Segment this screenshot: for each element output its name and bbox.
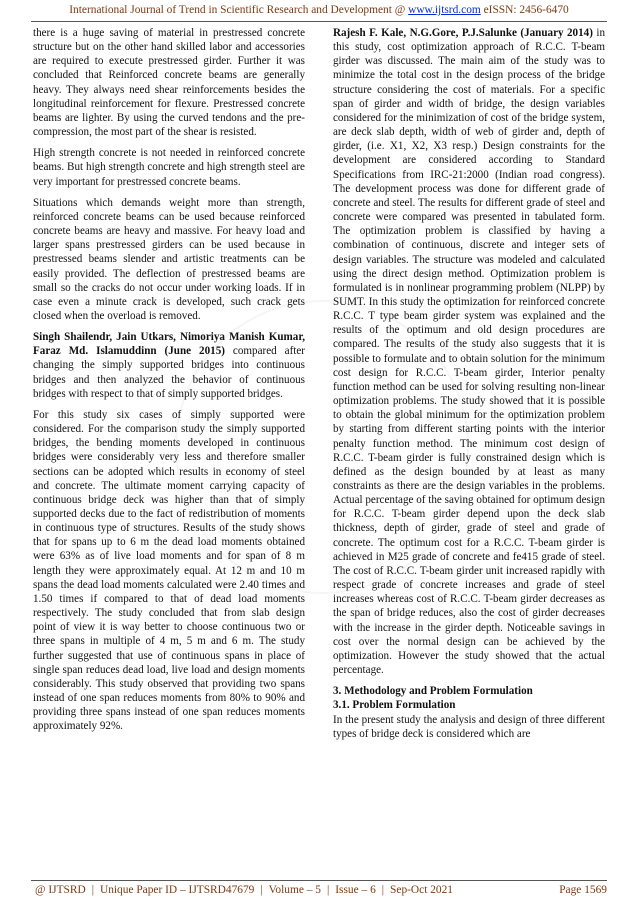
footer-separator: | — [381, 884, 385, 896]
footer-issue: Issue – 6 — [335, 884, 376, 896]
paragraph — [33, 330, 305, 401]
right-column — [333, 26, 605, 864]
header-journal-link[interactable]: www.ijtsrd.com — [408, 4, 481, 16]
paragraph: Situations which demands weight more than strength, reinforced concrete beams can be used because reinforced concrete beams are heavy and massive. For heavy load and larger spans prestressed girders can be used because in prestressed beams slender and artistic treatments can be easily provided. The deflection of prestressed beams are small so the cracks do not occur under working loads. If in case even a minute crack is developed, such crack gets closed when the overload is removed. — [33, 196, 305, 322]
footer-separator: | — [326, 884, 330, 896]
footer-date: Sep-Oct 2021 — [390, 884, 454, 896]
citation-authors: Singh Shailendr, Jain Utkars, Nimoriya Manish Kumar, Faraz Md. Islamuddinn (June 2015) — [33, 331, 305, 358]
page-number: Page 1569 — [559, 884, 607, 896]
footer-volume: Volume – 5 — [268, 884, 321, 896]
citation-text: compared after changing the simply supported bridges into continuous bridges and then analyzed the behavior of continuous bridges with respect to that of simply supported bridges. — [33, 345, 305, 400]
subsection-heading: 3.1. Problem Formulation — [333, 699, 456, 712]
running-footer — [35, 884, 607, 896]
citation-authors: Rajesh F. Kale, N.G.Gore, P.J.Salunke (January 2014) — [333, 27, 593, 39]
paragraph: there is a huge saving of material in prestressed concrete structure but on the other hand skilled labor and accessories are required to execute prestressed girder. Further it was concluded that Reinforced concrete beams are generally heavy. They always need shear reinforcements besides the longitudinal reinforcement for flexure. Prestressed concrete beams are lighter. By using the curved tendons and the pre-compression, the most part of the shear is resisted. — [33, 27, 305, 139]
footer-journal: @ IJTSRD — [35, 884, 86, 896]
paragraph — [333, 26, 605, 677]
footer-separator: | — [91, 884, 94, 896]
header-journal-name: International Journal of Trend in Scientific Research and Development @ — [69, 4, 406, 16]
header-issn: eISSN: 2456-6470 — [483, 4, 569, 16]
footer-paper-id: Unique Paper ID – IJTSRD47679 — [99, 884, 255, 896]
footer-divider — [31, 880, 607, 881]
paragraph: For this study six cases of simply supported were considered. For the comparison study the simply supported bridges, the bending moments developed in continuous bridges were considerably very less and therefore smaller sections can be adopted which results in economy of steel and concrete. The ultimate moment carrying capacity of continuous bridge deck was higher than that of simply supported decks due to the fact of redistribution of moments in continuous type of structures. Results of the study shows that for spans up to 6 m the dead load moments obtained were 63% as of live load moments and for span of 8 m length they were approximately equal. At 12 m and 10 m spans the dead load moments calculated were 2.40 times and 1.50 times if compared to that of dead load moments respectively. The study concluded that from slab design point of view it is way better to choose continuous two or three spans in multiple of 4 m, 5 m and 6 m. The study further suggested that use of continuous spans in place of single span reduces dead load, live load and design moments considerably. This study observed that providing two spans instead of one span reduces moments from 80% to 90% and providing three spans instead of one span reduces moments approximately 92%. — [33, 408, 305, 733]
paragraph: High strength concrete is not needed in reinforced concrete beams. But high strength concrete and high strength steel are very important for prestressed concrete beams. — [33, 147, 305, 188]
left-column — [33, 26, 305, 864]
running-header — [0, 4, 638, 16]
footer-separator: | — [260, 884, 263, 896]
header-divider — [31, 21, 607, 22]
section-heading: 3. Methodology and Problem Formulation — [333, 685, 533, 698]
citation-text: in this study, cost optimization approach of R.C.C. T-beam girder was discussed. The main aim of the study was to minimize the total cost in the design process of the bridge structure considering the cost of materials. For a specific span of girder and width of bridge, the design variables considered for the minimization of cost of the bridge system, are deck slab depth, width of web of girder and, depth of girder, (i.e. X1, X2, X3 resp.) Design constraints for the development are considered according to Standard Specifications from IRC-21:2000 (Indian road congress). The development process was done for different grade of concrete and steel. The results for different grade of steel and concrete were compared was presented in tabulated form. The optimization problem is classified by having a combination of continuous, discrete and integer sets of design variables. The structure was modeled and calculated using the direct design method. Optimization problem is formulated is in nonlinear programming problem (NLPP) by SUMT. In this study the optimization for reinforced concrete R.C.C. T type beam girder system was explained and the results of the optimum and old design procedures are compared. The results of the study also suggests that it is possible to formulate and to obtain solution for the minimum cost design for R.C.C. T-beam girder, Interior penalty function method can be used for solving resulting non-linear optimization problems. The study showed that it is possible to obtain the global minimum for the optimization problem by starting from different starting points with the interior penalty function method. The minimum cost design of R.C.C. T-beam girder is fully constrained design which is defined as the design bounded by at least as many constraints as there are the design variables in the problems. Actual percentage of the saving obtained for optimum design for R.C.C. T-beam girder depend upon the deck slab thickness, depth of girder, grade of steel and grade of concrete. The optimum cost for a R.C.C. T-beam girder is achieved in M25 grade of concrete and fe415 grade of steel. The cost of R.C.C. T-beam girder unit increased rapidly with respect grade of concrete increases and grade of steel increases whereas cost of R.C.C. T-beam girder decreases as the span of bridge reduces, also the cost of girder decreases with the increase in the girder depth. Noticeable savings in cost over the normal design can be achieved by the optimization. However the study showed that the actual percentage. — [333, 27, 605, 677]
paragraph: In the present study the analysis and design of three different types of bridge deck is considered which are — [333, 713, 605, 740]
